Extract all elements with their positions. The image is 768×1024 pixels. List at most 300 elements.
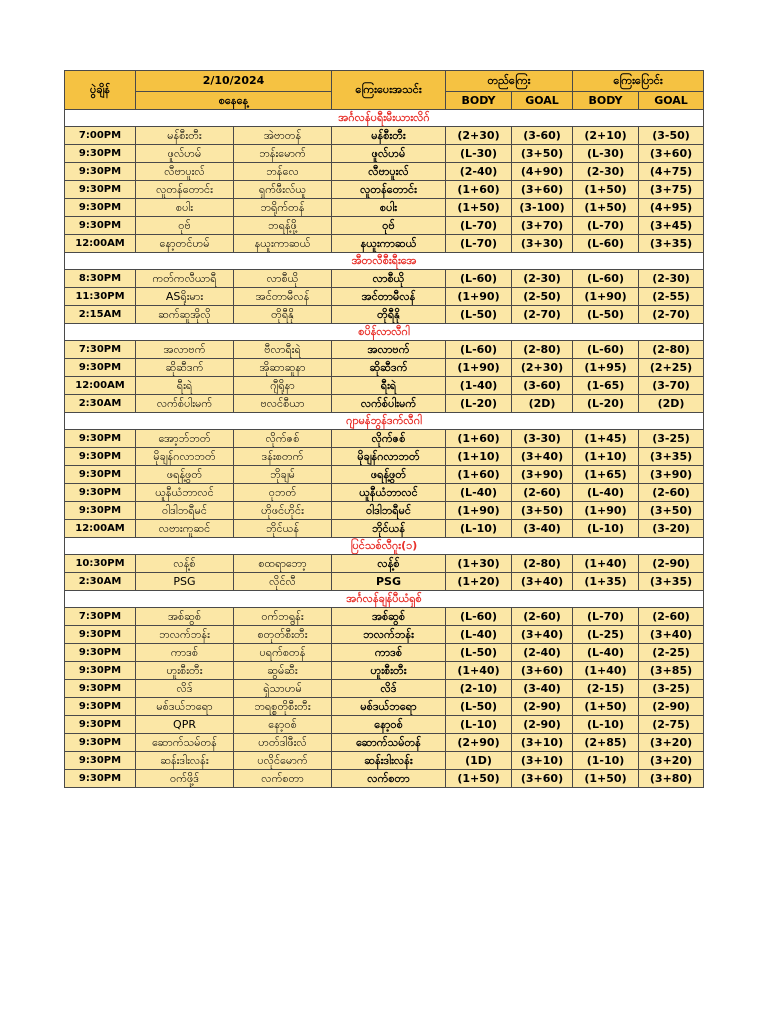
- changed-goal-odds: (3+85): [639, 662, 704, 680]
- favourite-team: ဖူလ်ဟမ်: [332, 145, 446, 163]
- changed-body-odds: (2+10): [573, 127, 639, 145]
- changed-body-odds: (L-30): [573, 145, 639, 163]
- changed-goal-odds: (3+50): [639, 502, 704, 520]
- league-name: ဂျာမန်ဘွန်ဒက်လီဂါ: [65, 413, 704, 430]
- opening-goal-odds: (3+40): [512, 573, 573, 591]
- changed-body-odds: (1+50): [573, 181, 639, 199]
- home-team: ဘလက်ဘန်း: [136, 626, 234, 644]
- opening-goal-odds: (2-90): [512, 698, 573, 716]
- match-row: [65, 680, 704, 698]
- favourite-team: ဆောက်သမ်တန်: [332, 734, 446, 752]
- opening-body-odds: (1+90): [446, 502, 512, 520]
- kickoff-time: 9:30PM: [65, 163, 136, 181]
- opening-goal-odds: (3+70): [512, 217, 573, 235]
- opening-goal-odds: (3+90): [512, 466, 573, 484]
- match-day: စနေနေ့: [136, 92, 332, 110]
- home-team: မန်စီးတီး: [136, 127, 234, 145]
- opening-odds-header: တည်ကြေး: [446, 71, 573, 92]
- favourite-team: လာစီယို: [332, 270, 446, 288]
- away-team: ဗလင်စီယာ: [234, 395, 332, 413]
- changed-odds-header: ကြေးပြောင်း: [573, 71, 704, 92]
- favourite-team: ဝုဗ်: [332, 217, 446, 235]
- kickoff-time: 12:00AM: [65, 377, 136, 395]
- home-team: ရီးရဲ: [136, 377, 234, 395]
- opening-body-odds: (1+30): [446, 555, 512, 573]
- kickoff-time: 12:00AM: [65, 235, 136, 253]
- opening-body-header: BODY: [446, 92, 512, 110]
- changed-body-odds: (1-65): [573, 377, 639, 395]
- opening-goal-odds: (2-70): [512, 306, 573, 324]
- match-row: [65, 377, 704, 395]
- opening-body-odds: (L-10): [446, 716, 512, 734]
- changed-body-odds: (L-70): [573, 217, 639, 235]
- kickoff-time: 9:30PM: [65, 199, 136, 217]
- changed-goal-odds: (3+45): [639, 217, 704, 235]
- opening-goal-odds: (3+60): [512, 662, 573, 680]
- changed-goal-odds: (2-75): [639, 716, 704, 734]
- away-team: လက်စတာ: [234, 770, 332, 788]
- home-team: အစ်ဆွစ်: [136, 608, 234, 626]
- changed-body-odds: (L-70): [573, 608, 639, 626]
- changed-body-odds: (1+35): [573, 573, 639, 591]
- opening-goal-odds: (3+60): [512, 770, 573, 788]
- opening-body-odds: (1+60): [446, 181, 512, 199]
- opening-goal-odds: (2-90): [512, 716, 573, 734]
- favourite-team: ရီးရဲ: [332, 377, 446, 395]
- home-team: ဆောက်သမ်တန်: [136, 734, 234, 752]
- changed-body-odds: (L-40): [573, 484, 639, 502]
- kickoff-time: 9:30PM: [65, 626, 136, 644]
- changed-body-odds: (L-50): [573, 306, 639, 324]
- opening-goal-odds: (3+10): [512, 752, 573, 770]
- changed-body-odds: (L-25): [573, 626, 639, 644]
- league-section-row: [65, 538, 704, 555]
- header-row-top: [65, 71, 704, 92]
- away-team: အိုဆာဆူနာ: [234, 359, 332, 377]
- match-row: [65, 484, 704, 502]
- away-team: ဘရစ္စတိုစီးတီး: [234, 698, 332, 716]
- away-team: ဗီလာရီးရဲ: [234, 341, 332, 359]
- kickoff-time: 9:30PM: [65, 770, 136, 788]
- opening-body-odds: (L-40): [446, 626, 512, 644]
- opening-body-odds: (L-60): [446, 270, 512, 288]
- time-column-header: ပွဲချိန်: [65, 71, 136, 110]
- opening-goal-odds: (4+90): [512, 163, 573, 181]
- kickoff-time: 9:30PM: [65, 484, 136, 502]
- opening-body-odds: (L-50): [446, 698, 512, 716]
- changed-goal-odds: (3-25): [639, 430, 704, 448]
- away-team: ရှဲသာဟမ်: [234, 680, 332, 698]
- kickoff-time: 9:30PM: [65, 662, 136, 680]
- favourite-team: မိုချန်ဂလာဘတ်: [332, 448, 446, 466]
- changed-body-odds: (L-20): [573, 395, 639, 413]
- favourite-team: ကာဒစ်: [332, 644, 446, 662]
- opening-body-odds: (1+90): [446, 359, 512, 377]
- match-row: [65, 466, 704, 484]
- away-team: ဆွမ်ဆီး: [234, 662, 332, 680]
- opening-body-odds: (L-60): [446, 341, 512, 359]
- favourite-column-header: ကြေးပေးအသင်း: [332, 71, 446, 110]
- match-row: [65, 502, 704, 520]
- opening-goal-odds: (2-80): [512, 555, 573, 573]
- match-row: [65, 395, 704, 413]
- kickoff-time: 8:30PM: [65, 270, 136, 288]
- opening-body-odds: (L-10): [446, 520, 512, 538]
- changed-body-odds: (2+85): [573, 734, 639, 752]
- changed-goal-odds: (3+60): [639, 145, 704, 163]
- changed-body-odds: (1-10): [573, 752, 639, 770]
- kickoff-time: 9:30PM: [65, 466, 136, 484]
- match-row: [65, 448, 704, 466]
- favourite-team: လိဒ်: [332, 680, 446, 698]
- match-row: [65, 306, 704, 324]
- match-row: [65, 644, 704, 662]
- home-team: လူတန်တောင်း: [136, 181, 234, 199]
- opening-body-odds: (2+30): [446, 127, 512, 145]
- match-row: [65, 145, 704, 163]
- changed-goal-odds: (2-80): [639, 341, 704, 359]
- favourite-team: လီဗာပူးလ်: [332, 163, 446, 181]
- favourite-team: အစ်ဆွစ်: [332, 608, 446, 626]
- odds-table: [64, 70, 704, 788]
- changed-goal-odds: (3+35): [639, 448, 704, 466]
- changed-goal-odds: (2-55): [639, 288, 704, 306]
- away-team: ဟိုဖင်ဟိုင်း: [234, 502, 332, 520]
- home-team: ဆိုဆီဒက်: [136, 359, 234, 377]
- away-team: ဝက်ဘရွန်း: [234, 608, 332, 626]
- match-row: [65, 181, 704, 199]
- home-team: လက်စ်ပါးမက်: [136, 395, 234, 413]
- opening-goal-odds: (3+50): [512, 502, 573, 520]
- kickoff-time: 2:15AM: [65, 306, 136, 324]
- favourite-team: PSG: [332, 573, 446, 591]
- away-team: ရှက်ဖီးလ်ယူ: [234, 181, 332, 199]
- favourite-team: လက်စ်ပါးမက်: [332, 395, 446, 413]
- kickoff-time: 10:30PM: [65, 555, 136, 573]
- match-row: [65, 430, 704, 448]
- home-team: ဝက်ဖို့ဒ်: [136, 770, 234, 788]
- changed-body-odds: (1+40): [573, 662, 639, 680]
- away-team: ပလိုင်မောက်: [234, 752, 332, 770]
- favourite-team: အလာဗက်: [332, 341, 446, 359]
- kickoff-time: 12:00AM: [65, 520, 136, 538]
- home-team: ASရိုးမား: [136, 288, 234, 306]
- changed-body-odds: (L-60): [573, 341, 639, 359]
- league-section-row: [65, 110, 704, 127]
- league-name: ပြင်သစ်လီဂူး(၁): [65, 538, 704, 555]
- home-team: ဆန်းဒါးလန်း: [136, 752, 234, 770]
- home-team: အလာဗက်: [136, 341, 234, 359]
- changed-goal-odds: (4+95): [639, 199, 704, 217]
- match-row: [65, 199, 704, 217]
- opening-goal-odds: (3+60): [512, 181, 573, 199]
- kickoff-time: 9:30PM: [65, 217, 136, 235]
- league-section-row: [65, 591, 704, 608]
- opening-body-odds: (2-40): [446, 163, 512, 181]
- opening-body-odds: (2-10): [446, 680, 512, 698]
- changed-goal-odds: (3+35): [639, 573, 704, 591]
- kickoff-time: 9:30PM: [65, 734, 136, 752]
- favourite-team: နော့ဝစ်: [332, 716, 446, 734]
- home-team: ဝုဗ်: [136, 217, 234, 235]
- opening-goal-header: GOAL: [512, 92, 573, 110]
- favourite-team: နယူးကာဆယ်: [332, 235, 446, 253]
- away-team: လိုက်ဇစ်: [234, 430, 332, 448]
- opening-goal-odds: (2-30): [512, 270, 573, 288]
- away-team: ပရက်စတန်: [234, 644, 332, 662]
- favourite-team: မန်စီးတီး: [332, 127, 446, 145]
- opening-body-odds: (L-40): [446, 484, 512, 502]
- opening-body-odds: (L-50): [446, 644, 512, 662]
- opening-body-odds: (L-20): [446, 395, 512, 413]
- away-team: နယူးကာဆယ်: [234, 235, 332, 253]
- opening-body-odds: (1+20): [446, 573, 512, 591]
- changed-goal-odds: (2D): [639, 395, 704, 413]
- away-team: ဘန်းမောက်: [234, 145, 332, 163]
- odds-table-body: [65, 110, 704, 788]
- changed-goal-odds: (3-25): [639, 680, 704, 698]
- favourite-team: ဝါဒါဘရီမင်: [332, 502, 446, 520]
- kickoff-time: 7:00PM: [65, 127, 136, 145]
- home-team: ကတ်ကလီယာရီ: [136, 270, 234, 288]
- changed-goal-odds: (3-70): [639, 377, 704, 395]
- changed-goal-odds: (2+25): [639, 359, 704, 377]
- changed-body-odds: (1+40): [573, 555, 639, 573]
- away-team: ဘိုင်ယန်: [234, 520, 332, 538]
- opening-body-odds: (L-50): [446, 306, 512, 324]
- favourite-team: ဆန်းဒါးလန်း: [332, 752, 446, 770]
- home-team: ဝါဒါဘရီမင်: [136, 502, 234, 520]
- away-team: ဘရိုက်တန်: [234, 199, 332, 217]
- changed-body-odds: (L-40): [573, 644, 639, 662]
- changed-goal-odds: (2-30): [639, 270, 704, 288]
- kickoff-time: 7:30PM: [65, 608, 136, 626]
- favourite-team: လက်စတာ: [332, 770, 446, 788]
- match-row: [65, 127, 704, 145]
- home-team: လန့်စ်: [136, 555, 234, 573]
- opening-goal-odds: (3-40): [512, 520, 573, 538]
- changed-body-header: BODY: [573, 92, 639, 110]
- away-team: ဘိုချမ်: [234, 466, 332, 484]
- kickoff-time: 9:30PM: [65, 502, 136, 520]
- away-team: အဲဗာတန်: [234, 127, 332, 145]
- opening-goal-odds: (3+30): [512, 235, 573, 253]
- opening-body-odds: (1+90): [446, 288, 512, 306]
- opening-goal-odds: (2D): [512, 395, 573, 413]
- changed-body-odds: (L-10): [573, 716, 639, 734]
- favourite-team: စပါး: [332, 199, 446, 217]
- home-team: QPR: [136, 716, 234, 734]
- match-row: [65, 608, 704, 626]
- away-team: ဘရန့်ဖို့: [234, 217, 332, 235]
- opening-body-odds: (L-70): [446, 217, 512, 235]
- match-row: [65, 698, 704, 716]
- changed-goal-odds: (2-60): [639, 484, 704, 502]
- changed-body-odds: (L-60): [573, 235, 639, 253]
- changed-body-odds: (1+65): [573, 466, 639, 484]
- away-team: ဝုဘတ်: [234, 484, 332, 502]
- favourite-team: လိုက်ဇစ်: [332, 430, 446, 448]
- favourite-team: အင်တာမီလန်: [332, 288, 446, 306]
- away-team: စထရာဘော့: [234, 555, 332, 573]
- opening-goal-odds: (2-60): [512, 608, 573, 626]
- changed-goal-odds: (3+75): [639, 181, 704, 199]
- changed-body-odds: (1+90): [573, 502, 639, 520]
- changed-goal-odds: (3+35): [639, 235, 704, 253]
- away-team: စတုတ်စီးတီး: [234, 626, 332, 644]
- opening-body-odds: (L-30): [446, 145, 512, 163]
- match-row: [65, 752, 704, 770]
- opening-body-odds: (1-40): [446, 377, 512, 395]
- home-team: စပါး: [136, 199, 234, 217]
- changed-body-odds: (1+45): [573, 430, 639, 448]
- opening-body-odds: (1+60): [446, 430, 512, 448]
- opening-goal-odds: (2-40): [512, 644, 573, 662]
- home-team: လဗားကူဆင်: [136, 520, 234, 538]
- match-row: [65, 734, 704, 752]
- match-row: [65, 555, 704, 573]
- home-team: လိဒ်: [136, 680, 234, 698]
- changed-body-odds: (1+10): [573, 448, 639, 466]
- changed-body-odds: (1+50): [573, 770, 639, 788]
- opening-goal-odds: (3-40): [512, 680, 573, 698]
- match-row: [65, 573, 704, 591]
- league-section-row: [65, 324, 704, 341]
- kickoff-time: 9:30PM: [65, 430, 136, 448]
- home-team: မစ်ဒယ်ဘရော: [136, 698, 234, 716]
- favourite-team: လန့်စ်: [332, 555, 446, 573]
- kickoff-time: 9:30PM: [65, 716, 136, 734]
- home-team: ဖရန့်ဖွတ်: [136, 466, 234, 484]
- opening-goal-odds: (2-50): [512, 288, 573, 306]
- kickoff-time: 11:30PM: [65, 288, 136, 306]
- changed-body-odds: (1+50): [573, 698, 639, 716]
- home-team: PSG: [136, 573, 234, 591]
- away-team: ဟတ်ဒါဖီးလ်: [234, 734, 332, 752]
- match-row: [65, 520, 704, 538]
- match-row: [65, 270, 704, 288]
- away-team: ဂျီရိုနာ: [234, 377, 332, 395]
- changed-goal-odds: (3+40): [639, 626, 704, 644]
- home-team: ကာဒစ်: [136, 644, 234, 662]
- favourite-team: မစ်ဒယ်ဘရော: [332, 698, 446, 716]
- favourite-team: ဖရန့်ဖွတ်: [332, 466, 446, 484]
- favourite-team: ဟူးစီးတီး: [332, 662, 446, 680]
- changed-goal-odds: (2-70): [639, 306, 704, 324]
- changed-goal-odds: (2-90): [639, 698, 704, 716]
- kickoff-time: 7:30PM: [65, 341, 136, 359]
- kickoff-time: 2:30AM: [65, 573, 136, 591]
- kickoff-time: 9:30PM: [65, 698, 136, 716]
- favourite-team: ဆိုဆီဒက်: [332, 359, 446, 377]
- kickoff-time: 9:30PM: [65, 145, 136, 163]
- changed-goal-odds: (4+75): [639, 163, 704, 181]
- match-row: [65, 662, 704, 680]
- match-row: [65, 235, 704, 253]
- away-team: တိုရီနို: [234, 306, 332, 324]
- home-team: ဟူးစီးတီး: [136, 662, 234, 680]
- changed-body-odds: (L-10): [573, 520, 639, 538]
- kickoff-time: 9:30PM: [65, 359, 136, 377]
- opening-goal-odds: (3-30): [512, 430, 573, 448]
- changed-goal-odds: (3+20): [639, 734, 704, 752]
- home-team: အော့ဘ်ဘတ်: [136, 430, 234, 448]
- changed-body-odds: (2-30): [573, 163, 639, 181]
- changed-goal-odds: (3+80): [639, 770, 704, 788]
- changed-goal-odds: (3-50): [639, 127, 704, 145]
- changed-goal-odds: (3-20): [639, 520, 704, 538]
- opening-goal-odds: (2+30): [512, 359, 573, 377]
- opening-body-odds: (1+10): [446, 448, 512, 466]
- opening-body-odds: (1+40): [446, 662, 512, 680]
- changed-goal-odds: (2-25): [639, 644, 704, 662]
- changed-body-odds: (L-60): [573, 270, 639, 288]
- opening-goal-odds: (3+10): [512, 734, 573, 752]
- kickoff-time: 9:30PM: [65, 680, 136, 698]
- league-section-row: [65, 253, 704, 270]
- opening-goal-odds: (3-100): [512, 199, 573, 217]
- home-team: နော့တင်ဟမ်: [136, 235, 234, 253]
- favourite-team: လူတန်တောင်း: [332, 181, 446, 199]
- match-date: 2/10/2024: [136, 71, 332, 92]
- opening-goal-odds: (3+50): [512, 145, 573, 163]
- away-team: ဒန်းစတက်: [234, 448, 332, 466]
- home-team: လီဗာပူးလ်: [136, 163, 234, 181]
- opening-body-odds: (1+60): [446, 466, 512, 484]
- changed-goal-odds: (2-60): [639, 608, 704, 626]
- kickoff-time: 2:30AM: [65, 395, 136, 413]
- opening-body-odds: (L-60): [446, 608, 512, 626]
- away-team: အင်တာမီလန်: [234, 288, 332, 306]
- away-team: ဘန်လေ: [234, 163, 332, 181]
- away-team: လာစီယို: [234, 270, 332, 288]
- home-team: ဖူလ်ဟမ်: [136, 145, 234, 163]
- kickoff-time: 9:30PM: [65, 448, 136, 466]
- match-row: [65, 770, 704, 788]
- kickoff-time: 9:30PM: [65, 644, 136, 662]
- match-row: [65, 626, 704, 644]
- match-row: [65, 163, 704, 181]
- opening-goal-odds: (2-80): [512, 341, 573, 359]
- home-team: ဆက်ဆူအိုလို: [136, 306, 234, 324]
- opening-goal-odds: (3+40): [512, 448, 573, 466]
- kickoff-time: 9:30PM: [65, 752, 136, 770]
- league-name: အီတလီစီးရီးအေ: [65, 253, 704, 270]
- changed-goal-odds: (3+90): [639, 466, 704, 484]
- favourite-team: တိုရီနို: [332, 306, 446, 324]
- league-name: အင်္ဂလန်ပရီးမီးယားလိဂ်: [65, 110, 704, 127]
- match-row: [65, 716, 704, 734]
- opening-goal-odds: (3-60): [512, 127, 573, 145]
- changed-goal-odds: (3+20): [639, 752, 704, 770]
- changed-body-odds: (2-15): [573, 680, 639, 698]
- away-team: လိုင်လီ: [234, 573, 332, 591]
- away-team: နော့ဝစ်: [234, 716, 332, 734]
- changed-goal-header: GOAL: [639, 92, 704, 110]
- home-team: မိုချန်ဂလာဘတ်: [136, 448, 234, 466]
- opening-body-odds: (1+50): [446, 770, 512, 788]
- match-row: [65, 288, 704, 306]
- changed-body-odds: (1+50): [573, 199, 639, 217]
- match-row: [65, 341, 704, 359]
- changed-body-odds: (1+95): [573, 359, 639, 377]
- league-name: စပိန်လာလီဂါ: [65, 324, 704, 341]
- favourite-team: ယူနီယံဘာလင်: [332, 484, 446, 502]
- league-section-row: [65, 413, 704, 430]
- opening-body-odds: (1D): [446, 752, 512, 770]
- kickoff-time: 9:30PM: [65, 181, 136, 199]
- home-team: ယူနီယံဘာလင်: [136, 484, 234, 502]
